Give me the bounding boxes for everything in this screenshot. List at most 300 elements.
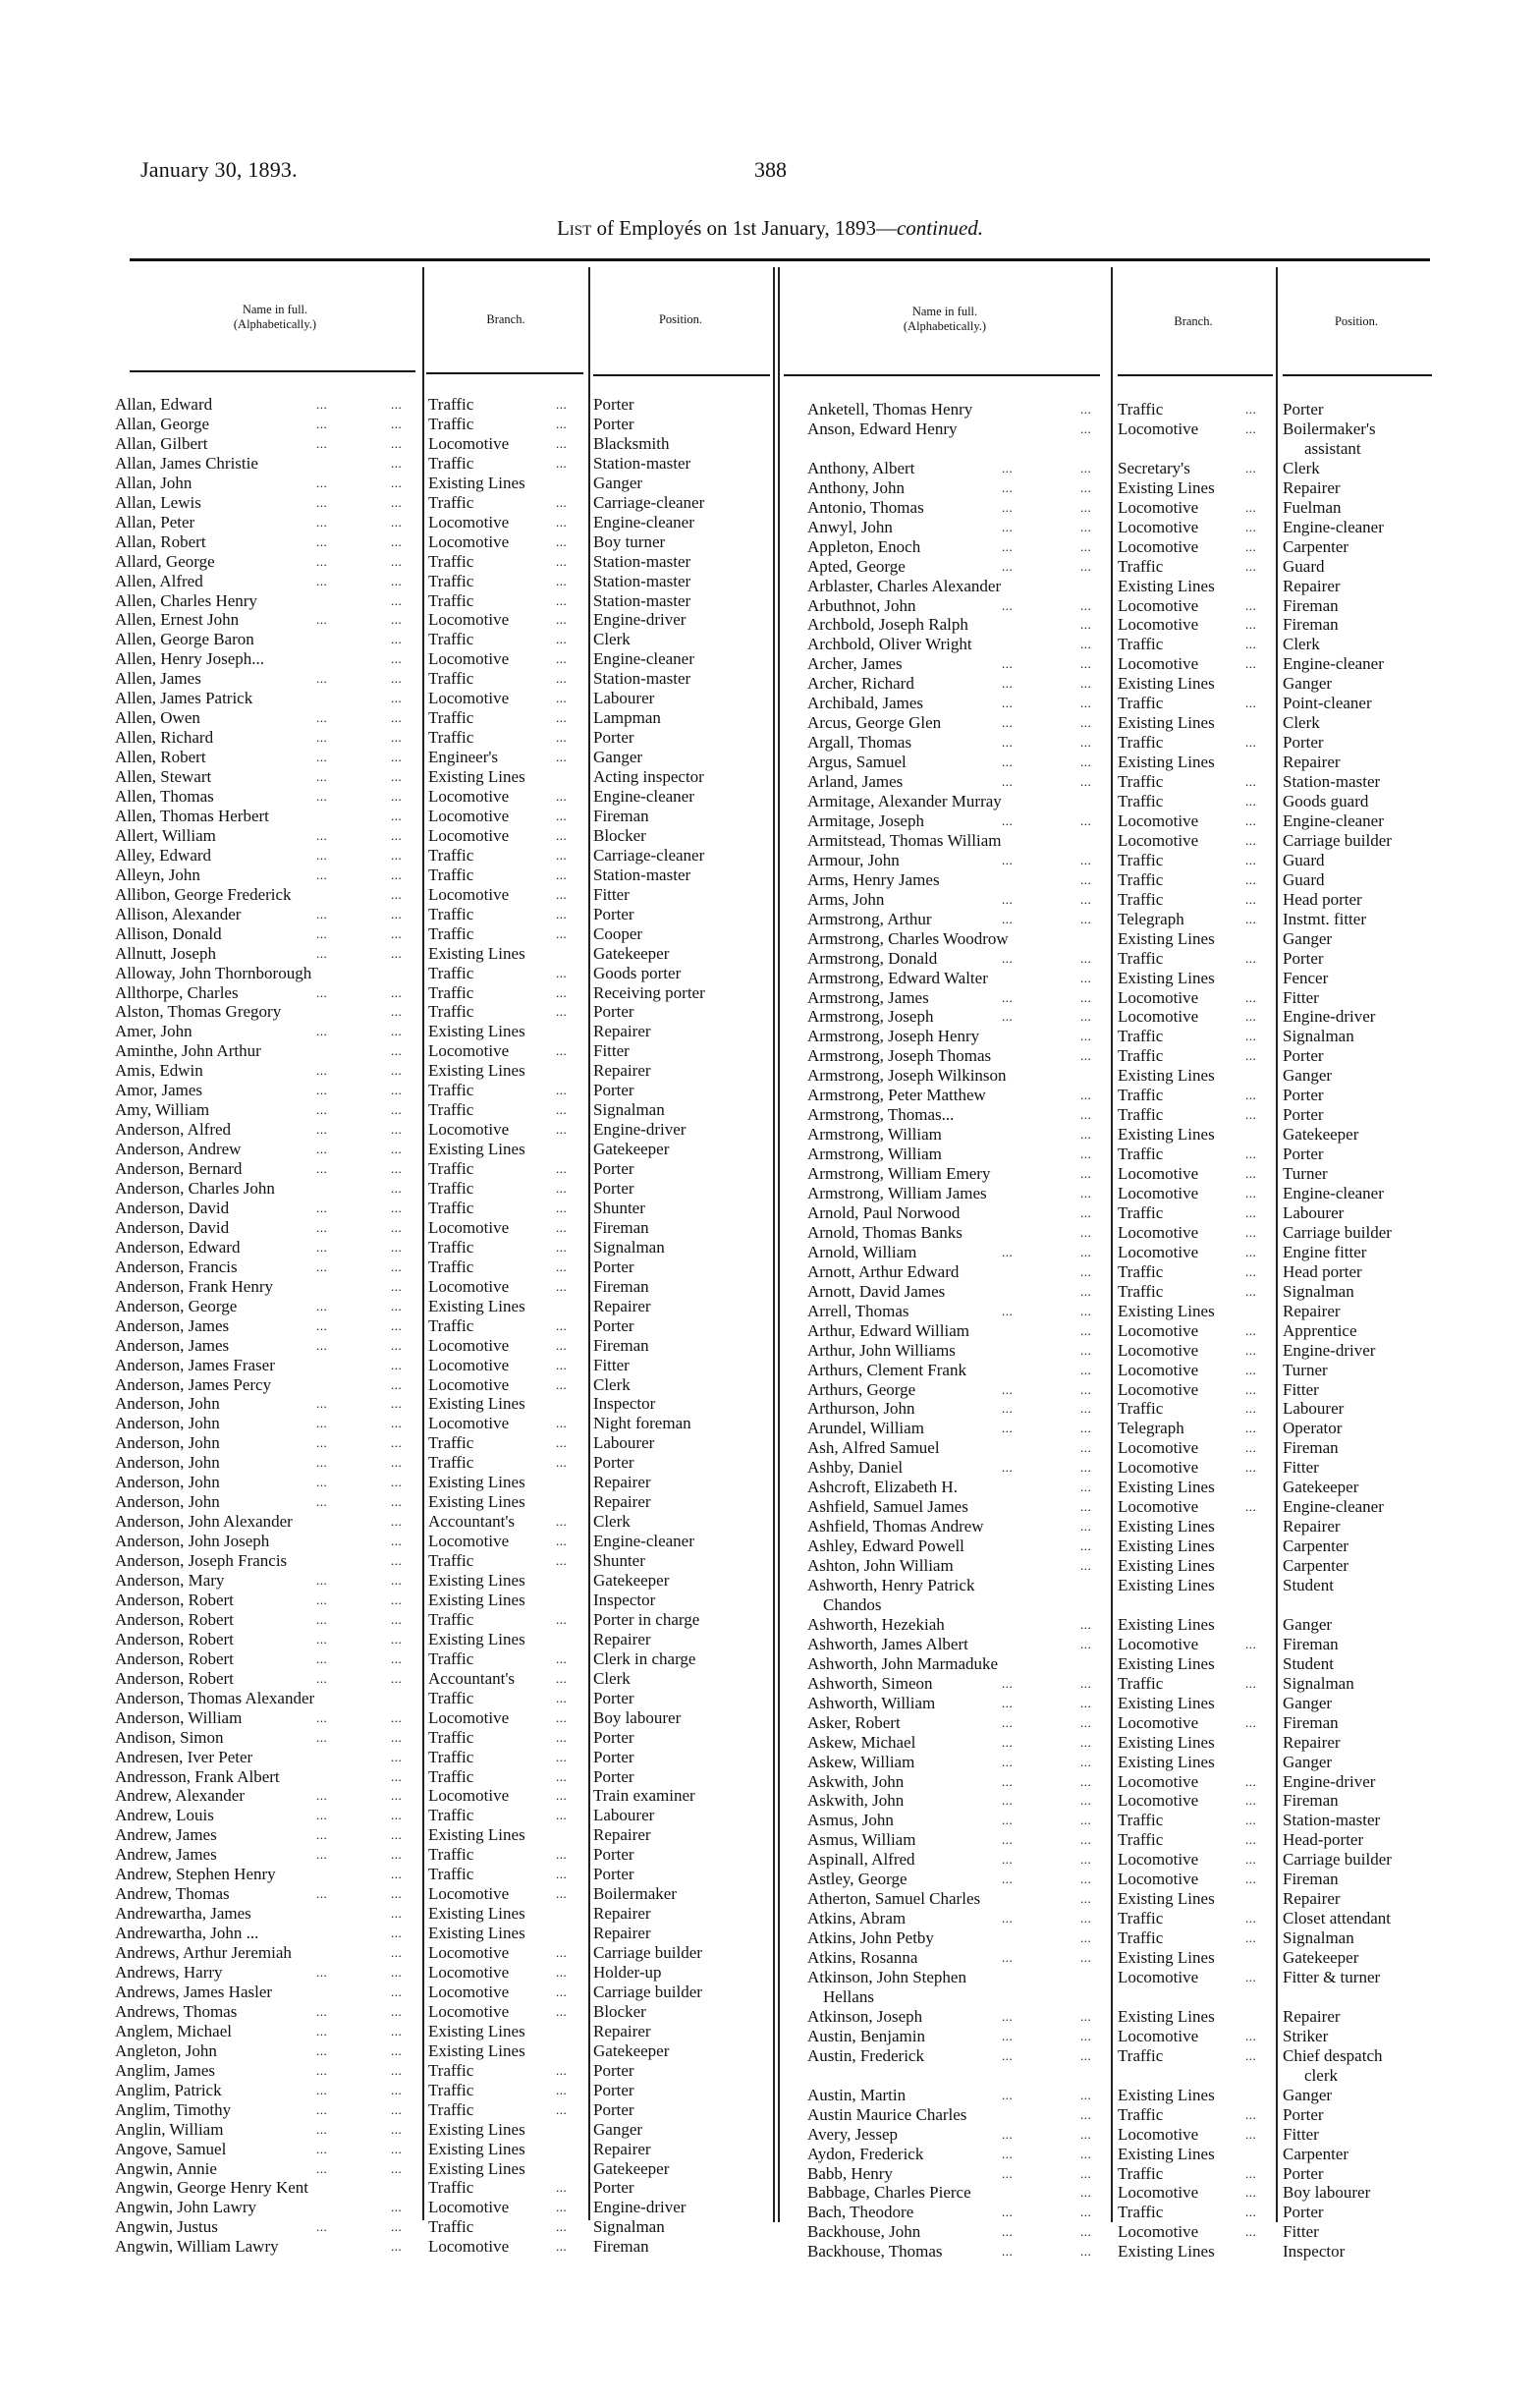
employee-position: Head porter (1283, 1261, 1362, 1281)
leader-dots: ... (316, 2082, 328, 2097)
leader-dots: ... (1245, 2126, 1257, 2142)
employee-position: Porter (593, 1865, 634, 1884)
leader-dots: ... (391, 1317, 403, 1333)
leader-dots: ... (316, 730, 328, 746)
employee-position: Repairer (1283, 477, 1341, 497)
leader-dots: ... (391, 435, 403, 451)
employee-position: Shunter (593, 1551, 645, 1571)
header-name-line1: Name in full. (242, 303, 308, 316)
employee-name: Anderson, Francis (115, 1257, 238, 1276)
employee-branch: Traffic (1118, 1673, 1164, 1693)
leader-dots: ... (556, 1945, 568, 1961)
table-top-rule (130, 258, 1430, 261)
header-bottom-rule-right-branch (1118, 374, 1273, 376)
leader-dots: ... (1080, 2205, 1092, 2220)
leader-dots: ... (391, 1102, 403, 1118)
employee-name: Anderson, John Joseph (115, 1532, 270, 1551)
leader-dots: ... (1002, 1009, 1014, 1025)
leader-dots: ... (1080, 1224, 1092, 1240)
leader-dots: ... (391, 1631, 403, 1647)
leader-dots: ... (556, 691, 568, 706)
employee-branch: Traffic (1118, 400, 1164, 419)
employee-position: Repairer (593, 1904, 651, 1924)
leader-dots: ... (1002, 1813, 1014, 1828)
leader-dots: ... (556, 750, 568, 765)
leader-dots: ... (556, 1043, 568, 1059)
leader-dots: ... (316, 1827, 328, 1843)
leader-dots: ... (1245, 1440, 1257, 1456)
leader-dots: ... (391, 1043, 403, 1059)
employee-branch: Traffic (1118, 1086, 1164, 1105)
leader-dots: ... (391, 925, 403, 941)
leader-dots: ... (1080, 479, 1092, 495)
employee-name-continued: Hellans (823, 1986, 874, 2006)
leader-dots: ... (556, 1788, 568, 1804)
table-row (0, 792, 1540, 811)
employee-position: Fitter & turner (1283, 1968, 1381, 1986)
employee-position: Fireman (593, 1217, 649, 1237)
leader-dots: ... (316, 1200, 328, 1215)
employee-branch: Existing Lines (428, 1492, 525, 1512)
employee-branch: Traffic (1118, 635, 1164, 654)
leader-dots: ... (556, 827, 568, 843)
employee-branch: Locomotive (1118, 1791, 1199, 1811)
employee-position: Repairer (593, 1629, 651, 1648)
employee-position: Ganger (1283, 1752, 1333, 1771)
employee-name: Armitage, Joseph (807, 810, 924, 830)
leader-dots: ... (1245, 2224, 1257, 2240)
employee-position: Station-master (1283, 772, 1381, 792)
table-row (0, 1341, 1540, 1361)
employee-position: Porter (593, 414, 634, 433)
leader-dots: ... (391, 2141, 403, 2156)
employee-name: Arnott, Arthur Edward (807, 1261, 960, 1281)
table-row (0, 949, 1540, 969)
leader-dots: ... (556, 847, 568, 863)
leader-dots: ... (316, 2121, 328, 2137)
leader-dots: ... (1002, 1911, 1014, 1927)
leader-dots: ... (556, 1553, 568, 1569)
leader-dots: ... (316, 2101, 328, 2117)
employee-position: Boy labourer (1283, 2183, 1371, 2203)
leader-dots: ... (556, 1709, 568, 1725)
employee-branch: Traffic (1118, 850, 1164, 869)
table-row (0, 713, 1540, 733)
leader-dots: ... (391, 2101, 403, 2117)
leader-dots: ... (1002, 950, 1014, 966)
leader-dots: ... (1245, 812, 1257, 828)
employee-name: Anderson, Edward (115, 1237, 241, 1257)
employee-position: Turner (1283, 1164, 1328, 1184)
employee-branch: Existing Lines (1118, 477, 1215, 497)
employee-name: Arms, John (807, 889, 885, 909)
leader-dots: ... (1080, 891, 1092, 907)
title-main: of Employés on 1st January, 1893— (591, 216, 897, 240)
employee-branch: Traffic (428, 1648, 474, 1668)
employee-position: Station-master (593, 571, 691, 590)
table-row (0, 1145, 1540, 1164)
employee-position: Fireman (593, 2237, 649, 2257)
employee-position: Carriage builder (593, 1943, 702, 1963)
leader-dots: ... (391, 2160, 403, 2176)
header-branch-right: Branch. (1174, 314, 1213, 328)
employee-position: Repairer (1283, 1732, 1341, 1752)
leader-dots: ... (1245, 597, 1257, 613)
table-row (0, 537, 1540, 557)
employee-name: Arnold, Thomas Banks (807, 1222, 962, 1242)
leader-dots: ... (391, 1788, 403, 1804)
employee-name: Andrew, Stephen Henry (115, 1865, 276, 1884)
employee-branch: Traffic (428, 1159, 474, 1179)
employee-position: Engine-driver (593, 2198, 687, 2217)
employee-position: Porter (593, 395, 634, 414)
employee-name: Archer, James (807, 654, 903, 674)
employee-branch: Traffic (428, 1806, 474, 1825)
employee-position: Signalman (593, 1237, 665, 1257)
employee-name: Andrewartha, James (115, 1904, 251, 1924)
leader-dots: ... (391, 2062, 403, 2078)
employee-position: Porter (593, 1159, 634, 1179)
leader-dots: ... (316, 1670, 328, 1686)
employee-position: Ganger (593, 473, 643, 492)
leader-dots: ... (1080, 1675, 1092, 1691)
leader-dots: ... (1080, 1460, 1092, 1476)
employee-branch: Existing Lines (428, 2040, 525, 2060)
employee-position: Gatekeeper (593, 2158, 670, 2178)
employee-branch: Existing Lines (428, 2119, 525, 2139)
employee-name: Austin, Martin (807, 2085, 907, 2104)
leader-dots: ... (316, 514, 328, 530)
employee-position: Gatekeeper (593, 1140, 670, 1159)
table-row (0, 1889, 1540, 1909)
employee-branch: Existing Lines (1118, 1653, 1215, 1673)
employee-name: Allen, Alfred (115, 571, 203, 590)
leader-dots: ... (391, 1906, 403, 1922)
employee-name: Asmus, William (807, 1830, 916, 1850)
leader-dots: ... (316, 1573, 328, 1588)
leader-dots: ... (391, 1983, 403, 1999)
leader-dots: ... (391, 1965, 403, 1980)
employee-branch: Existing Lines (1118, 2242, 1215, 2262)
table-row (0, 1046, 1540, 1066)
leader-dots: ... (391, 789, 403, 804)
issue-date: January 30, 1893. (140, 157, 298, 182)
employee-branch: Traffic (1118, 1909, 1164, 1928)
employee-branch: Traffic (1118, 694, 1164, 713)
employee-name: Armour, John (807, 850, 900, 869)
employee-name: Andresson, Frank Albert (115, 1766, 280, 1786)
leader-dots: ... (1080, 1793, 1092, 1809)
table-row (0, 596, 1540, 616)
leader-dots: ... (1080, 2146, 1092, 2161)
leader-dots: ... (391, 1122, 403, 1138)
employee-position: Repairer (593, 1825, 651, 1845)
employee-position: Fitter (1283, 2222, 1319, 2242)
leader-dots: ... (1002, 519, 1014, 534)
employee-name: Armstrong, William James (807, 1184, 987, 1202)
table-row (0, 1830, 1540, 1850)
header-bottom-rule-left-position (593, 374, 770, 376)
table-row (0, 1772, 1540, 1792)
employee-position: Station-master (593, 669, 691, 689)
leader-dots: ... (1245, 871, 1257, 887)
leader-dots: ... (1002, 2205, 1014, 2220)
employee-branch: Locomotive (1118, 1870, 1199, 1889)
leader-dots: ... (1002, 989, 1014, 1005)
employee-name: Anderson, Thomas Alexander (115, 1688, 315, 1707)
leader-dots: ... (1002, 774, 1014, 790)
leader-dots: ... (1245, 1009, 1257, 1025)
table-row (0, 1753, 1540, 1772)
leader-dots: ... (391, 2219, 403, 2235)
leader-dots: ... (391, 2003, 403, 2019)
employee-branch: Locomotive (1118, 987, 1199, 1007)
employee-branch: Traffic (1118, 2045, 1164, 2065)
leader-dots: ... (1002, 1421, 1014, 1436)
employee-position: Fireman (593, 1276, 649, 1296)
employee-name: Atkins, Abram (807, 1909, 907, 1928)
leader-dots: ... (556, 1219, 568, 1235)
leader-dots: ... (556, 651, 568, 667)
employee-branch: Traffic (428, 1453, 474, 1473)
employee-branch: Traffic (1118, 2203, 1164, 2222)
leader-dots: ... (1002, 1871, 1014, 1887)
leader-dots: ... (1002, 2126, 1014, 2142)
employee-position: Porter (1283, 1145, 1324, 1164)
leader-dots: ... (1080, 1950, 1092, 1966)
leader-dots: ... (1245, 1029, 1257, 1044)
leader-dots: ... (1245, 499, 1257, 515)
table-row (0, 988, 1540, 1008)
employee-name: Backhouse, Thomas (807, 2242, 943, 2262)
employee-name: Anderson, Andrew (115, 1140, 242, 1159)
leader-dots: ... (391, 533, 403, 549)
leader-dots: ... (556, 1083, 568, 1098)
employee-branch: Traffic (428, 1002, 474, 1022)
employee-position: Repairer (593, 1492, 651, 1512)
employee-position: Station-master (593, 551, 691, 571)
employee-name: Allen, Ernest John (115, 610, 240, 630)
leader-dots: ... (1245, 1773, 1257, 1789)
employee-position: Porter (593, 1081, 634, 1100)
leader-dots: ... (316, 1729, 328, 1745)
employee-name: Allan, John (115, 473, 192, 492)
leader-dots: ... (1002, 1695, 1014, 1710)
leader-dots: ... (1002, 2087, 1014, 2102)
leader-dots: ... (316, 475, 328, 490)
employee-name: Askwith, John (807, 1771, 905, 1791)
leader-dots: ... (391, 808, 403, 823)
leader-dots: ... (1080, 1166, 1092, 1182)
employee-branch: Traffic (1118, 1145, 1164, 1164)
employee-position: Boilermaker (593, 1884, 677, 1904)
employee-branch: Existing Lines (1118, 2085, 1215, 2104)
employee-branch: Traffic (428, 669, 474, 689)
employee-position: Fitter (1283, 2124, 1319, 2144)
leader-dots: ... (316, 1142, 328, 1157)
employee-name: Armstrong, Joseph Thomas (807, 1046, 992, 1066)
employee-position: Porter (593, 1688, 634, 1707)
header-position-left: Position. (658, 312, 703, 326)
leader-dots: ... (556, 1161, 568, 1177)
employee-position: Guard (1283, 850, 1325, 869)
leader-dots: ... (391, 847, 403, 863)
table-row (0, 1536, 1540, 1556)
employee-name: Allan, Gilbert (115, 433, 208, 453)
table-row (0, 910, 1540, 929)
employee-branch: Existing Lines (1118, 2144, 1215, 2163)
leader-dots: ... (1002, 479, 1014, 495)
employee-branch: Locomotive (428, 1276, 510, 1296)
leader-dots: ... (316, 1317, 328, 1333)
leader-dots: ... (1002, 1793, 1014, 1809)
employee-position: Porter (593, 1747, 634, 1766)
employee-name: Austin Maurice Charles (807, 2104, 967, 2124)
employee-position: Repairer (593, 2139, 651, 2158)
table-row (0, 969, 1540, 988)
leader-dots: ... (316, 1239, 328, 1255)
employee-branch: Existing Lines (1118, 713, 1215, 733)
employee-branch: Traffic (428, 1100, 474, 1120)
employee-branch: Locomotive (1118, 1497, 1199, 1517)
employee-branch: Traffic (428, 1609, 474, 1629)
leader-dots: ... (1080, 696, 1092, 711)
employee-name: Allison, Alexander (115, 904, 242, 923)
employee-branch: Locomotive (428, 1963, 510, 1982)
leader-dots: ... (1002, 911, 1014, 926)
leader-dots: ... (556, 2180, 568, 2196)
employee-branch: Existing Lines (428, 2139, 525, 2158)
employee-branch: Traffic (1118, 948, 1164, 968)
employee-name: Andresen, Iver Peter (115, 1747, 253, 1766)
leader-dots: ... (1245, 1813, 1257, 1828)
leader-dots: ... (1080, 1204, 1092, 1220)
leader-dots: ... (316, 494, 328, 510)
table-row (0, 2183, 1540, 2203)
employee-position: Lampman (593, 708, 661, 728)
employee-position: Engine fitter (1283, 1242, 1367, 1261)
employee-branch: Locomotive (428, 2237, 510, 2257)
table-row (0, 1674, 1540, 1694)
table-row (0, 1125, 1540, 1145)
employee-name: Andrewartha, John ... (115, 1924, 259, 1943)
leader-dots: ... (391, 1142, 403, 1157)
employee-branch: Traffic (428, 1257, 474, 1276)
employee-branch: Existing Lines (428, 1473, 525, 1492)
employee-position: Porter (593, 2099, 634, 2119)
employee-branch: Locomotive (428, 1120, 510, 1140)
employee-branch: Existing Lines (428, 2021, 525, 2040)
employee-branch: Existing Lines (428, 1924, 525, 1943)
employee-name: Armstrong, Arthur (807, 909, 932, 928)
table-row (0, 1928, 1540, 1948)
leader-dots: ... (391, 416, 403, 431)
leader-dots: ... (1245, 832, 1257, 848)
leader-dots: ... (556, 984, 568, 1000)
employee-branch: Existing Lines (428, 1629, 525, 1648)
leader-dots: ... (1002, 1303, 1014, 1318)
leader-dots: ... (1002, 676, 1014, 692)
leader-dots: ... (316, 1592, 328, 1607)
leader-dots: ... (391, 984, 403, 1000)
employee-name: Archibald, James (807, 694, 924, 713)
employee-position: Porter (593, 1727, 634, 1747)
leader-dots: ... (1245, 1048, 1257, 1064)
leader-dots: ... (1080, 1440, 1092, 1456)
employee-name: Anderson, John (115, 1492, 220, 1512)
leader-dots: ... (316, 1650, 328, 1666)
leader-dots: ... (1080, 1499, 1092, 1515)
employee-position: Repairer (593, 1473, 651, 1492)
table-row (0, 1203, 1540, 1223)
leader-dots: ... (316, 827, 328, 843)
leader-dots: ... (316, 1808, 328, 1823)
leader-dots: ... (316, 847, 328, 863)
leader-dots: ... (391, 1024, 403, 1039)
leader-dots: ... (1080, 1322, 1092, 1338)
employee-branch: Locomotive (1118, 1184, 1199, 1202)
leader-dots: ... (391, 1083, 403, 1098)
employee-branch: Traffic (428, 2178, 474, 2198)
employee-name: Atkinson, Joseph (807, 2006, 923, 2026)
employee-position: Acting inspector (593, 767, 704, 787)
leader-dots: ... (1245, 1166, 1257, 1182)
leader-dots: ... (1245, 852, 1257, 867)
employee-branch: Locomotive (428, 1786, 510, 1806)
leader-dots: ... (1080, 1009, 1092, 1025)
leader-dots: ... (556, 1983, 568, 1999)
employee-position: Porter (593, 1179, 634, 1198)
leader-dots: ... (316, 416, 328, 431)
leader-dots: ... (391, 612, 403, 628)
employee-name: Asmus, John (807, 1811, 894, 1830)
employee-position: Fitter (593, 1041, 630, 1061)
employee-name: Archbold, Oliver Wright (807, 635, 972, 654)
employee-branch: Traffic (428, 1766, 474, 1786)
leader-dots: ... (1080, 617, 1092, 633)
leader-dots: ... (556, 1239, 568, 1255)
leader-dots: ... (1080, 676, 1092, 692)
employee-position: Guard (1283, 556, 1325, 576)
employee-position: Clerk in charge (593, 1648, 696, 1668)
leader-dots: ... (1080, 519, 1092, 534)
leader-dots: ... (556, 906, 568, 922)
employee-position: Apprentice (1283, 1320, 1357, 1340)
employee-name: Anderson, Mary (115, 1571, 225, 1590)
employee-branch: Existing Lines (428, 1825, 525, 1845)
leader-dots: ... (556, 1965, 568, 1980)
employee-position: Engine-driver (593, 1120, 687, 1140)
employee-branch: Existing Lines (428, 1590, 525, 1609)
employee-position: Repairer (1283, 753, 1341, 772)
employee-name: Allen, Owen (115, 708, 200, 728)
employee-name: Arnold, William (807, 1242, 917, 1261)
employee-branch: Locomotive (1118, 1320, 1199, 1340)
leader-dots: ... (1080, 1107, 1092, 1123)
leader-dots: ... (316, 984, 328, 1000)
employee-name: Ashworth, Simeon (807, 1673, 933, 1693)
table-row (0, 1870, 1540, 1889)
employee-branch: Traffic (428, 2217, 474, 2237)
leader-dots: ... (556, 455, 568, 471)
leader-dots: ... (391, 827, 403, 843)
employee-name: Babb, Henry (807, 2163, 893, 2183)
employee-name: Angleton, John (115, 2040, 217, 2060)
employee-position: Fireman (1283, 1870, 1339, 1889)
employee-branch: Existing Lines (1118, 1576, 1215, 1594)
employee-position: Porter (593, 1315, 634, 1335)
leader-dots: ... (391, 1534, 403, 1549)
